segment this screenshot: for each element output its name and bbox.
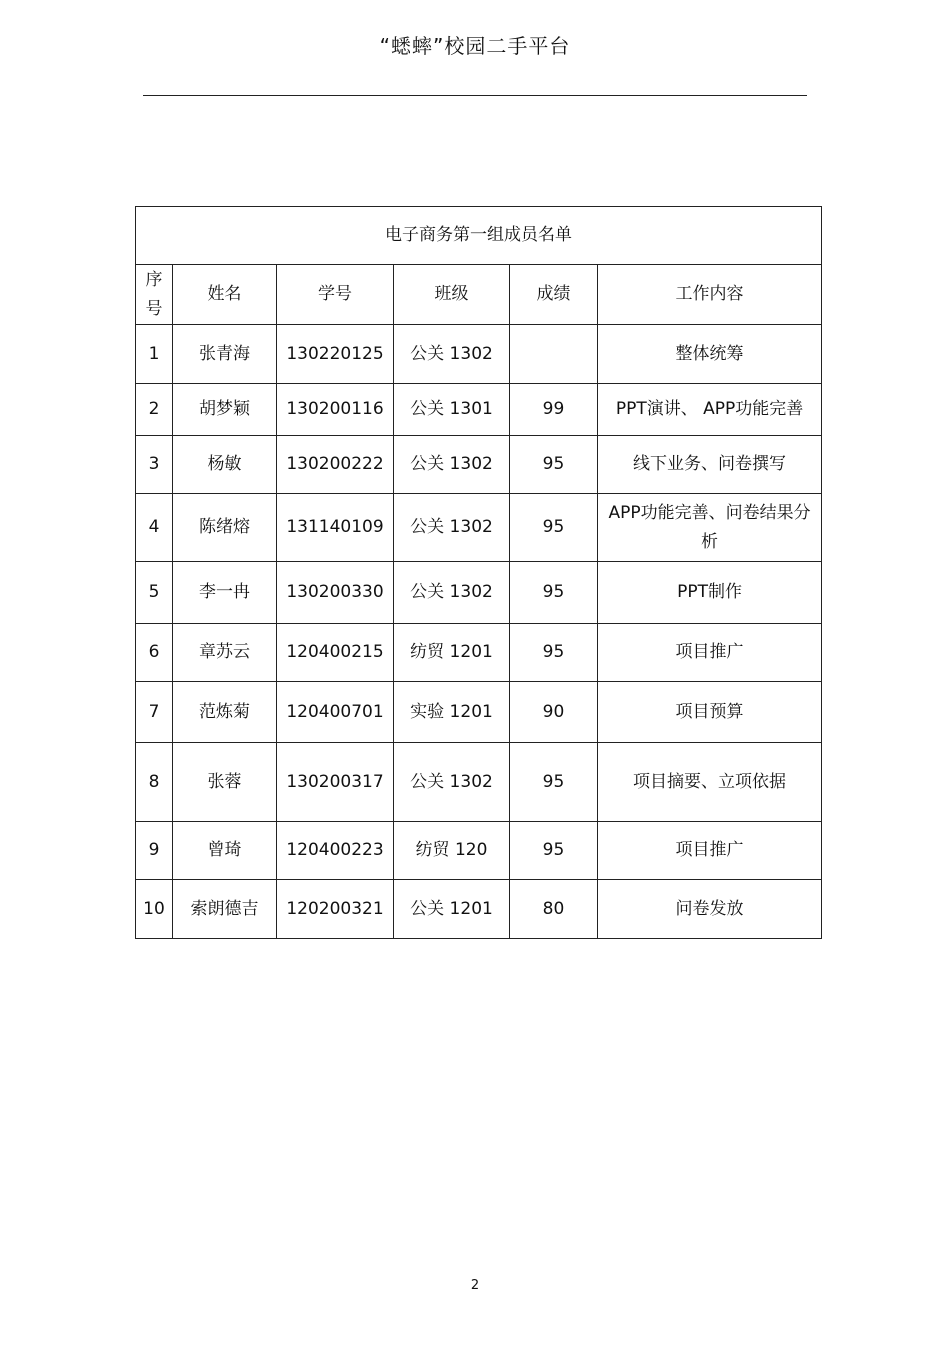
cell-class: 实验 1201 bbox=[394, 682, 510, 743]
cell-class: 公关 1302 bbox=[394, 743, 510, 822]
table-row bbox=[136, 562, 822, 624]
header-divider bbox=[143, 95, 807, 96]
cell-work: 整体统筹 bbox=[598, 325, 822, 384]
cell-score: 99 bbox=[510, 384, 598, 436]
cell-index: 9 bbox=[136, 822, 173, 880]
cell-name: 张蓉 bbox=[173, 743, 277, 822]
table-row bbox=[136, 436, 822, 494]
cell-score: 95 bbox=[510, 494, 598, 562]
table-row bbox=[136, 624, 822, 682]
cell-index: 4 bbox=[136, 494, 173, 562]
column-header-student-id: 学号 bbox=[277, 265, 394, 325]
cell-class: 公关 1302 bbox=[394, 325, 510, 384]
cell-class: 纺贸 1201 bbox=[394, 624, 510, 682]
cell-name: 杨敏 bbox=[173, 436, 277, 494]
cell-index: 10 bbox=[136, 880, 173, 939]
table-header-row bbox=[136, 265, 822, 325]
document-header-title: “蟋蟀”校园二手平台 bbox=[379, 34, 571, 58]
column-header-name: 姓名 bbox=[173, 265, 277, 325]
table-caption: 电子商务第一组成员名单 bbox=[136, 207, 822, 265]
table-row bbox=[136, 880, 822, 939]
cell-work: APP功能完善、问卷结果分析 bbox=[598, 494, 822, 562]
cell-name: 范炼菊 bbox=[173, 682, 277, 743]
cell-work: PPT制作 bbox=[598, 562, 822, 624]
table-row bbox=[136, 743, 822, 822]
cell-index: 1 bbox=[136, 325, 173, 384]
cell-student-id: 120400223 bbox=[277, 822, 394, 880]
cell-class: 纺贸 120 bbox=[394, 822, 510, 880]
cell-class: 公关 1302 bbox=[394, 494, 510, 562]
cell-student-id: 130200330 bbox=[277, 562, 394, 624]
cell-work: 线下业务、问卷撰写 bbox=[598, 436, 822, 494]
cell-score: 90 bbox=[510, 682, 598, 743]
cell-score bbox=[510, 325, 598, 384]
cell-work: 问卷发放 bbox=[598, 880, 822, 939]
column-header-index: 序号 bbox=[136, 265, 173, 325]
cell-name: 张青海 bbox=[173, 325, 277, 384]
table-row bbox=[136, 325, 822, 384]
cell-class: 公关 1301 bbox=[394, 384, 510, 436]
cell-index: 8 bbox=[136, 743, 173, 822]
cell-student-id: 131140109 bbox=[277, 494, 394, 562]
cell-name: 曾琦 bbox=[173, 822, 277, 880]
table-row bbox=[136, 682, 822, 743]
member-roster-table bbox=[135, 206, 822, 939]
cell-name: 索朗德吉 bbox=[173, 880, 277, 939]
cell-index: 3 bbox=[136, 436, 173, 494]
table-caption-row bbox=[136, 207, 822, 265]
cell-name: 陈绪熔 bbox=[173, 494, 277, 562]
cell-student-id: 120400701 bbox=[277, 682, 394, 743]
cell-class: 公关 1302 bbox=[394, 436, 510, 494]
cell-student-id: 130200317 bbox=[277, 743, 394, 822]
cell-work: PPT演讲、 APP功能完善 bbox=[598, 384, 822, 436]
table-row bbox=[136, 494, 822, 562]
cell-index: 5 bbox=[136, 562, 173, 624]
cell-class: 公关 1201 bbox=[394, 880, 510, 939]
cell-student-id: 120400215 bbox=[277, 624, 394, 682]
column-header-work: 工作内容 bbox=[598, 265, 822, 325]
cell-work: 项目推广 bbox=[598, 822, 822, 880]
table-row bbox=[136, 384, 822, 436]
cell-student-id: 120200321 bbox=[277, 880, 394, 939]
cell-score: 95 bbox=[510, 624, 598, 682]
cell-name: 胡梦颖 bbox=[173, 384, 277, 436]
cell-score: 80 bbox=[510, 880, 598, 939]
cell-student-id: 130220125 bbox=[277, 325, 394, 384]
cell-work: 项目摘要、立项依据 bbox=[598, 743, 822, 822]
cell-work: 项目预算 bbox=[598, 682, 822, 743]
column-header-score: 成绩 bbox=[510, 265, 598, 325]
cell-score: 95 bbox=[510, 562, 598, 624]
cell-name: 李一冉 bbox=[173, 562, 277, 624]
cell-index: 6 bbox=[136, 624, 173, 682]
cell-index: 2 bbox=[136, 384, 173, 436]
cell-class: 公关 1302 bbox=[394, 562, 510, 624]
column-header-class: 班级 bbox=[394, 265, 510, 325]
cell-score: 95 bbox=[510, 822, 598, 880]
cell-score: 95 bbox=[510, 743, 598, 822]
page-number: 2 bbox=[470, 1278, 480, 1293]
cell-work: 项目推广 bbox=[598, 624, 822, 682]
cell-index: 7 bbox=[136, 682, 173, 743]
cell-student-id: 130200222 bbox=[277, 436, 394, 494]
cell-student-id: 130200116 bbox=[277, 384, 394, 436]
table-row bbox=[136, 822, 822, 880]
cell-score: 95 bbox=[510, 436, 598, 494]
cell-name: 章苏云 bbox=[173, 624, 277, 682]
roster-body bbox=[136, 207, 822, 939]
